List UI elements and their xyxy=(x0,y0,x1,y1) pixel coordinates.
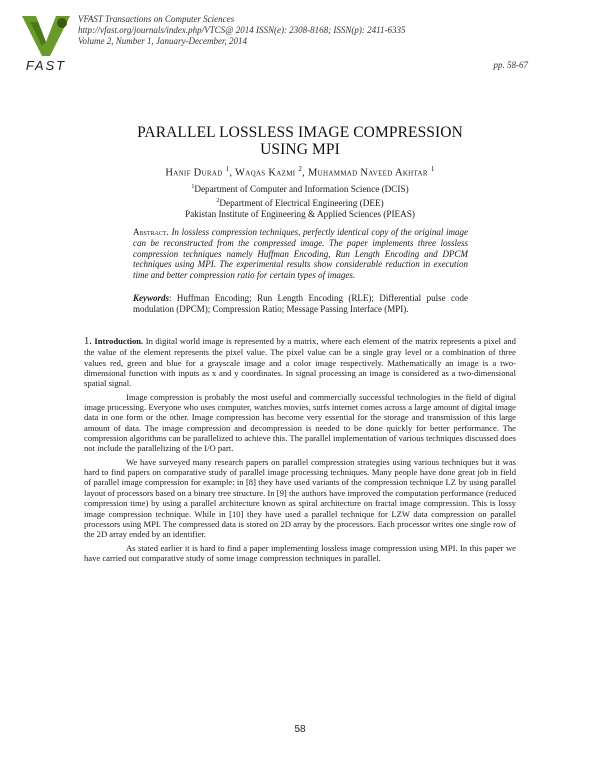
page-range: pp. 58-67 xyxy=(493,60,528,70)
journal-logo xyxy=(18,12,74,74)
journal-url[interactable]: http://vfast.org/journals/index.php/VTCS@ 2014 ISSN(e): 2308-8168; ISSN(p): 2411-6335 xyxy=(78,25,406,35)
abstract-text: In lossless compression techniques, perfectly identical copy of the original image can be reconstructed from the compressed image. The paper implements three lossless compression techniques namely Huffman Encoding, Run Length Encoding and DPCM techniques using MPI. The experimental results show considerable reduction in execution time and better compression ratio for certain types of images. xyxy=(133,227,469,281)
author-name: Muhammad Naveed Akhtar xyxy=(308,167,428,179)
keywords-text: : Huffman Encoding; Run Length Encoding (RLE); Differential pulse code modulation (DPCM); Compression Ratio; Message Passing Interface (MPI). xyxy=(133,293,468,314)
logo-text: FAST xyxy=(25,58,67,73)
affiliation-line: $^1$Department of Computer and Information Science (DCIS) xyxy=(191,184,409,195)
abstract-label: Abstract. xyxy=(133,227,169,237)
abstract xyxy=(133,227,468,281)
journal-info xyxy=(78,14,406,47)
author-name: Waqas Kazmi xyxy=(235,167,296,179)
paragraph: Image compression is probably the most useful and commercially successful technologies in the field of digital image processing. Everyone who uses computer, watches movies, surfs internet comes across a large amount of digital image data in one form or the other. Image compression has become very essential for the storage and transmission of this large amount of data. The image compression and decompression is needed to be done quickly for better performance. The compression algorithms can be parallelized to achieve this. The parallel implementation of various techniques discussed does not include the parallelizing of the I/O part. xyxy=(84,391,516,454)
paragraph: We have surveyed many research papers on parallel compression strategies using various techniques but it was hard to find papers on comparative study of parallel image processing techniques. Many people have done great job in field of parallel image compression for example: in [8] they have used variants of the compression technique LZ by using parallel layout of processors based on a binary tree structure. In [9] the authors have improved the computation performance (reduced compression time) by using a parallel architecture known as spiral architecture on fractal image compression. This is lossy image compression technique. While in [10] they have used a parallel technique for LZW data compression on parallel processors using MPI. The compressed data is stored on 2D array by the processors. Each processor writes one single row of the 2D array ended by an identifier. xyxy=(84,456,516,540)
title-line-1: PARALLEL LOSSLESS IMAGE COMPRESSION xyxy=(137,124,463,141)
section-number: 1. xyxy=(84,336,92,347)
affiliation-line: $^2$Department of Electrical Engineering (DEE) xyxy=(216,197,384,208)
paragraph-text: In digital world image is represented by a matrix, where each element of the matrix represents a pixel and the value of the element represents the pixel value. The pixel value can be a single gray level or a combination of three values red, green and blue for a grayscale image and a color image respectively. Mathematically an image is a two-dimensional function with inputs as x and y coordinates. In signal processing an image is considered as a two-dimensional spatial signal. xyxy=(84,336,516,389)
journal-name: VFAST Transactions on Computer Sciences xyxy=(78,14,235,24)
author-affil-mark: 1 xyxy=(430,165,435,173)
page-number: 58 xyxy=(294,724,306,735)
keywords xyxy=(133,293,468,315)
section-heading: Introduction. xyxy=(94,336,144,346)
affiliation-line: Pakistan Institute of Engineering & Applied Sciences (PIEAS) xyxy=(185,209,415,220)
journal-volume: Volume 2, Number 1, January-December, 2014 xyxy=(78,36,247,46)
author-affil-mark: 2 xyxy=(298,165,303,173)
affiliations xyxy=(100,182,500,221)
fast-logo-icon xyxy=(18,12,74,58)
title-line-2: USING MPI xyxy=(260,141,340,158)
paper-title xyxy=(100,124,500,158)
paragraph-intro xyxy=(84,336,516,389)
author-list: Hanif Durad $^1$, Waqas Kazmi $^2$, Muhammad Naveed Akhtar $^1$ xyxy=(165,165,435,179)
author-affil-mark: 1 xyxy=(225,165,230,173)
keywords-label: Keywords xyxy=(133,293,169,303)
paragraph: As stated earlier it is hard to find a paper implementing lossless image compression using MPI. In this paper we have carried out comparative study of some image compression techniques in parallel. xyxy=(84,542,516,563)
author-name: Hanif Durad xyxy=(165,167,223,179)
body-text xyxy=(84,336,516,566)
